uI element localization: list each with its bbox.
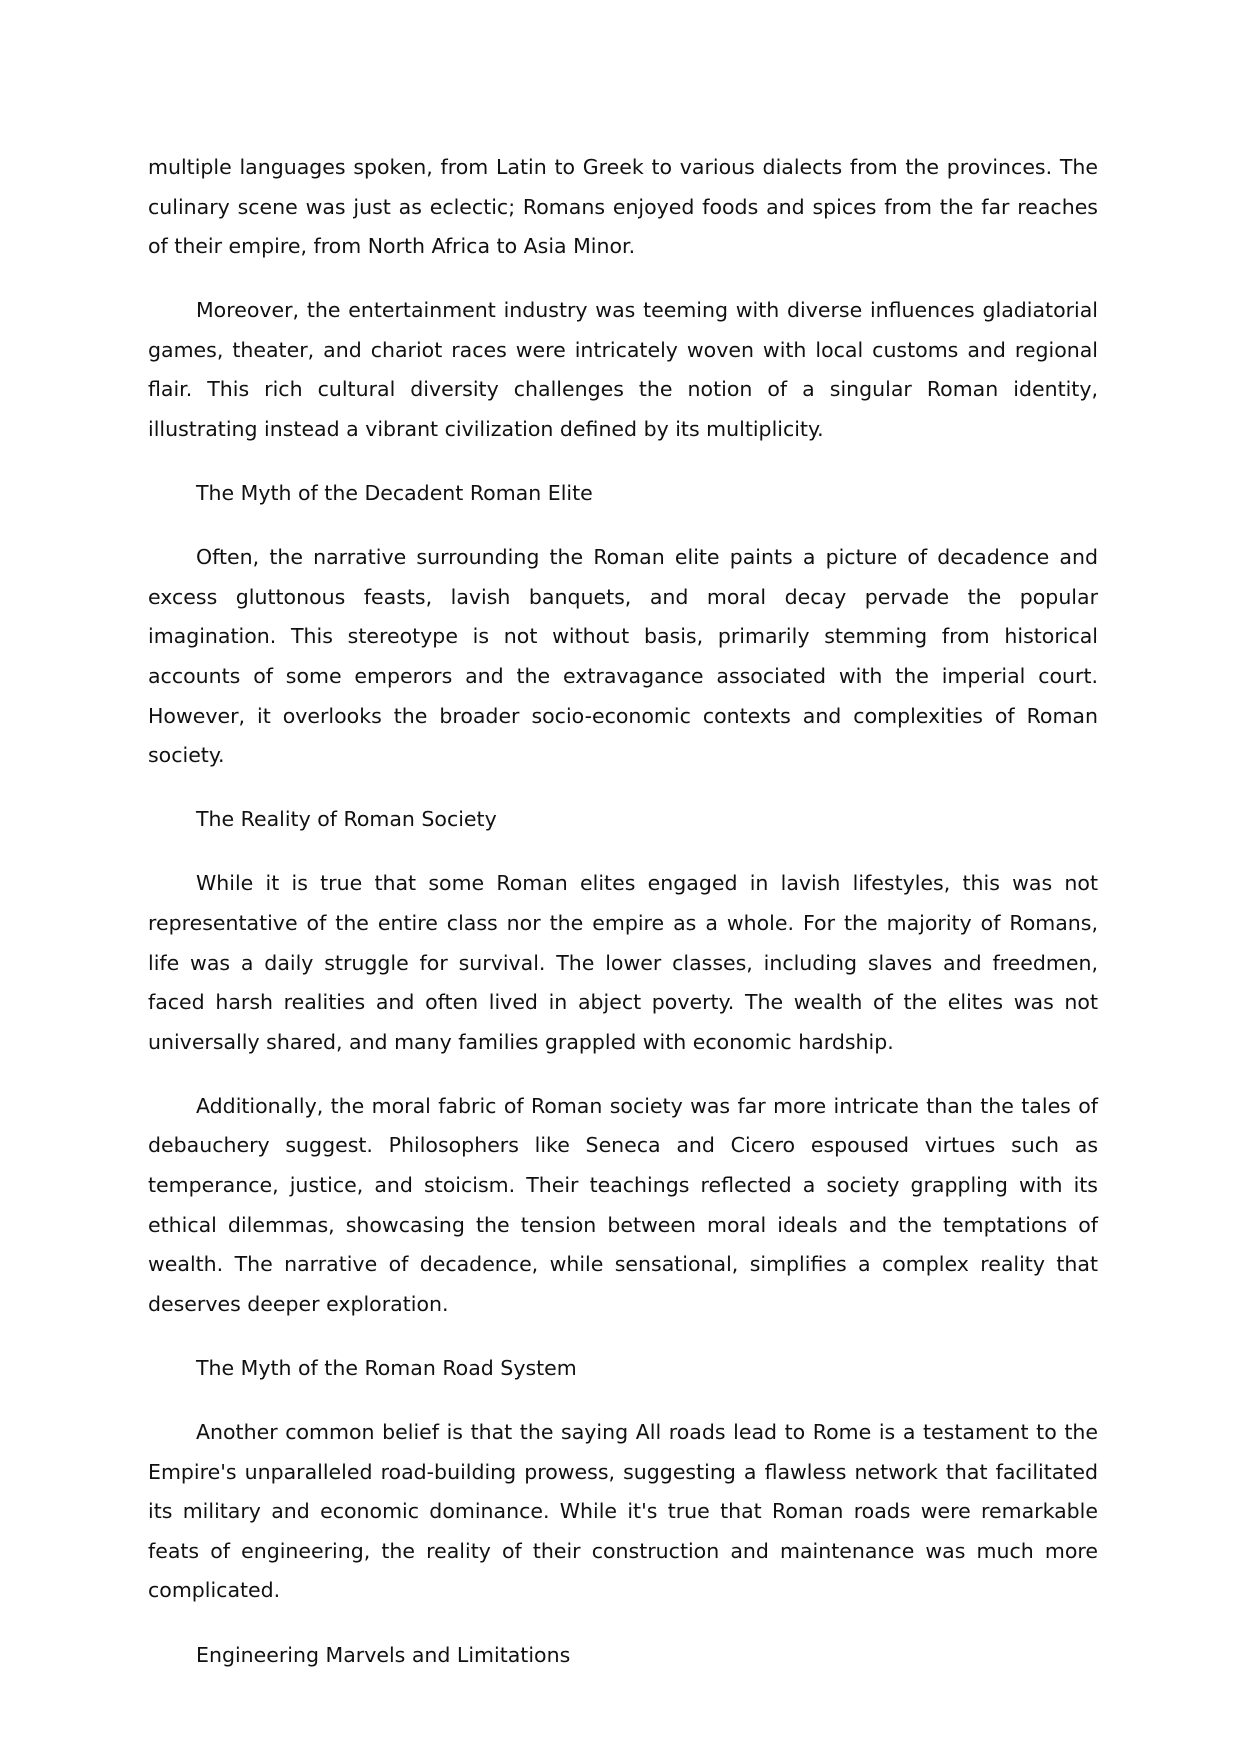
section-heading: The Myth of the Roman Road System xyxy=(196,1355,577,1380)
paragraph: Moreover, the entertainment industry was teeming with diverse influences gladiatorial games, theater, and chariot races were intricately woven with local customs and regional flair. This rich cultural diversity challenges the notion of a singular Roman identity, illustrating instead a vibrant civilization defined by its multiplicity. xyxy=(148,298,1098,442)
document-body xyxy=(148,148,1098,1700)
section-heading: The Reality of Roman Society xyxy=(196,807,497,832)
paragraph: Often, the narrative surrounding the Roman elite paints a picture of decadence and excess gluttonous feasts, lavish banquets, and moral decay pervade the popular imagination. This stereotype is not without basis, primarily stemming from historical accounts of some emperors and the extravagance associated with the imperial court. However, it overlooks the broader socio-economic contexts and complexities of Roman society. xyxy=(148,545,1098,768)
paragraph: While it is true that some Roman elites engaged in lavish lifestyles, this was not representative of the entire class nor the empire as a whole. For the majority of Romans, life was a daily struggle for survival. The lower classes, including slaves and freedmen, faced harsh realities and often lived in abject poverty. The wealth of the elites was not universally shared, and many families grappled with economic hardship. xyxy=(148,871,1098,1054)
paragraph: Additionally, the moral fabric of Roman society was far more intricate than the tales of debauchery suggest. Philosophers like Seneca and Cicero espoused virtues such as temperance, justice, and stoicism. Their teachings reflected a society grappling with its ethical dilemmas, showcasing the tension between moral ideals and the temptations of wealth. The narrative of decadence, while sensational, simplifies a complex reality that deserves deeper exploration. xyxy=(148,1093,1098,1316)
paragraph: Another common belief is that the saying All roads lead to Rome is a testament to the Empire's unparalleled road-building prowess, suggesting a flawless network that facilitated its military and economic dominance. While it's true that Roman roads were remarkable feats of engineering, the reality of their construction and maintenance was much more complicated. xyxy=(148,1420,1098,1603)
section-heading: The Myth of the Decadent Roman Elite xyxy=(196,481,593,506)
paragraph: multiple languages spoken, from Latin to Greek to various dialects from the provinces. The culinary scene was just as eclectic; Romans enjoyed foods and spices from the far reaches of their empire, from North Africa to Asia Minor. xyxy=(148,155,1098,259)
section-heading: Engineering Marvels and Limitations xyxy=(196,1642,571,1667)
